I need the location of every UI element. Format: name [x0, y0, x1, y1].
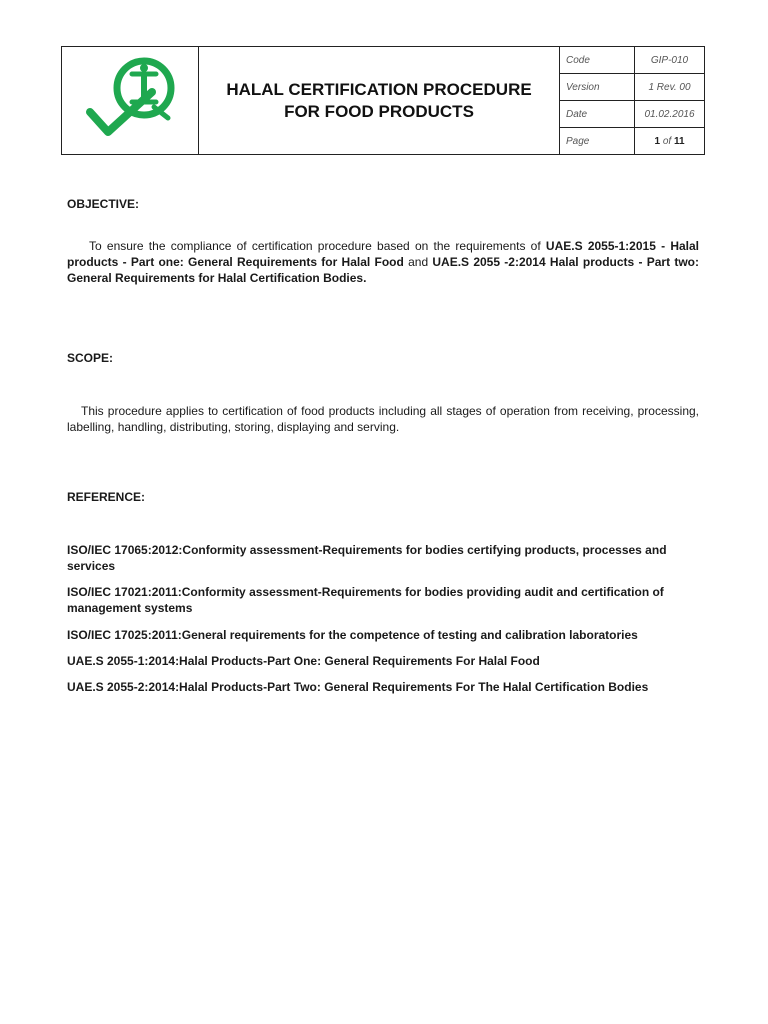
title-cell	[199, 47, 560, 155]
scope-heading: SCOPE:	[67, 351, 114, 365]
code-label: Code	[560, 47, 635, 74]
page-of: of	[662, 135, 672, 147]
document-header-table	[61, 46, 705, 155]
version-value: 1 Rev. 00	[635, 74, 705, 101]
objective-heading: OBJECTIVE:	[67, 197, 140, 211]
objective-standard-2: UAE.S 2055 -2:2014 Halal products - Part two: General Requirements for Halal Certification Bodies.	[67, 255, 699, 285]
logo-cell	[62, 47, 199, 155]
reference-heading: REFERENCE:	[67, 490, 146, 504]
reference-item-5: UAE.S 2055-2:2014:Halal Products-Part Two: General Requirements For The Halal Certification Bodies	[67, 680, 649, 694]
halal-certification-logo	[82, 52, 178, 144]
reference-item-4: UAE.S 2055-1:2014:Halal Products-Part One: General Requirements For Halal Food	[67, 654, 540, 668]
page-total: 11	[673, 135, 685, 147]
document-title-line2: FOR FOOD PRODUCTS	[284, 101, 474, 121]
document-title	[199, 79, 559, 123]
page-label: Page	[560, 128, 635, 155]
date-value: 01.02.2016	[635, 101, 705, 128]
objective-paragraph	[67, 238, 699, 286]
page-value	[635, 128, 705, 155]
document-title-line1: HALAL CERTIFICATION PROCEDURE	[226, 79, 532, 99]
date-label: Date	[560, 101, 635, 128]
reference-item-3: ISO/IEC 17025:2011:General requirements for the competence of testing and calibration laboratories	[67, 628, 638, 642]
reference-item-1: ISO/IEC 17065:2012:Conformity assessment-Requirements for bodies certifying products, processes and services	[67, 543, 667, 573]
reference-item-2: ISO/IEC 17021:2011:Conformity assessment-Requirements for bodies providing audit and certification of management systems	[67, 585, 664, 615]
objective-text-1: To ensure the compliance of certification procedure based on the requirements of	[89, 239, 546, 253]
objective-standard-1: UAE.S 2055-1:2015 - Halal products - Part one: General Requirements for Halal Food	[67, 239, 699, 269]
objective-text-2: and	[403, 255, 433, 269]
code-value: GIP-010	[635, 47, 705, 74]
page-current: 1	[654, 135, 661, 147]
scope-paragraph: This procedure applies to certification of food products including all stages of operation from receiving, processing, labelling, handling, distributing, storing, displaying and serving.	[67, 404, 699, 434]
version-label: Version	[560, 74, 635, 101]
